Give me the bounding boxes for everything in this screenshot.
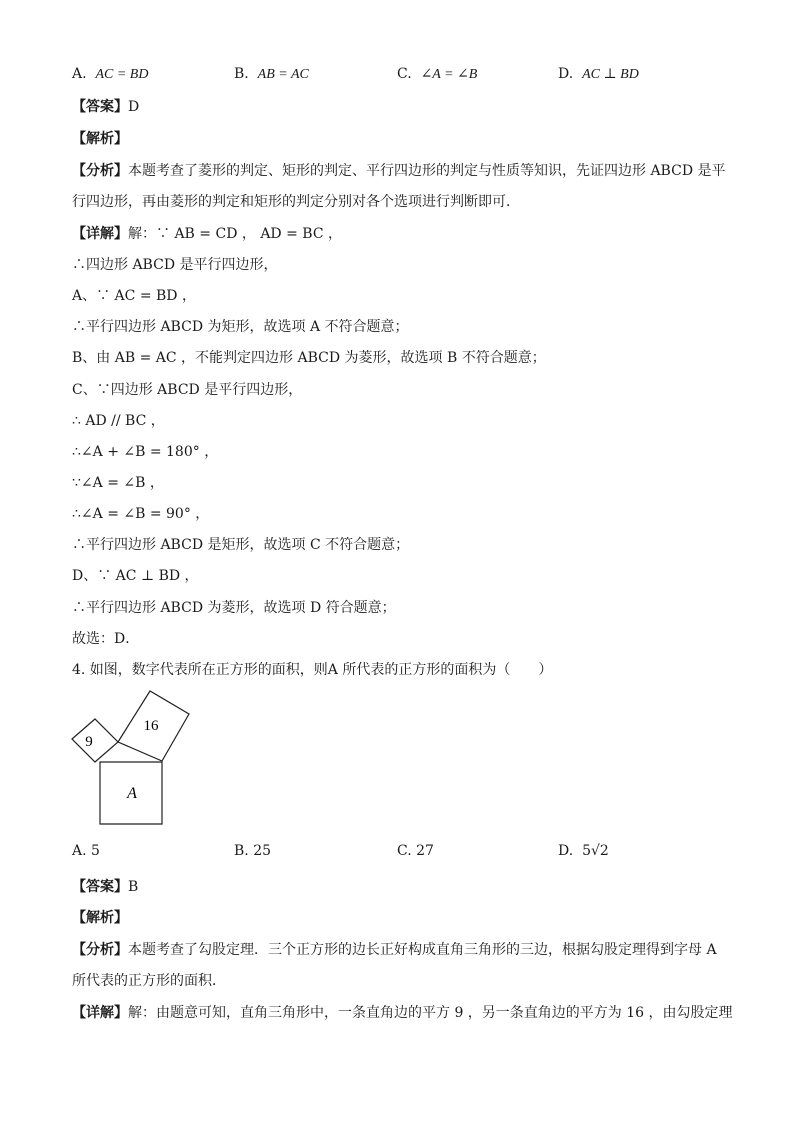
q4-option-d: D. 5√2	[558, 843, 609, 859]
q3-option-d: D. AC ⊥ BD	[558, 66, 639, 82]
q3-step: ∴∠A = ∠B = 90° ，	[72, 506, 210, 522]
q3-step: ∴平行四边形 ABCD 为菱形，故选项 D 符合题意；	[72, 600, 396, 616]
label-a: A	[127, 785, 137, 802]
q3-fenxi-line-1: 【分析】本题考查了菱形的判定、矩形的判定、平行四边形的判定与性质等知识，先证四边形 ABCD 是平	[72, 163, 726, 179]
q4-fenxi-line-2: 所代表的正方形的面积．	[72, 973, 226, 989]
q3-answer: 【答案】D	[72, 99, 140, 115]
q4-stem: 4. 如图，数字代表所在正方形的面积，则A 所代表的正方形的面积为（ ）	[72, 662, 553, 678]
q3-step: ∴∠A + ∠B = 180° ，	[72, 444, 219, 460]
q3-step: B、由 AB = AC ，不能判定四边形 ABCD 为菱形，故选项 B 不符合题意；	[72, 350, 546, 366]
q3-option-a: A. AC = BD	[72, 66, 149, 82]
square-9	[72, 719, 118, 762]
label-9: 9	[85, 734, 93, 750]
q3-step: ∴四边形 ABCD 是平行四边形，	[72, 257, 278, 273]
q4-option-a: A. 5	[72, 843, 100, 859]
label-16: 16	[143, 718, 159, 734]
q3-detail-line-1: 【详解】解：∵ AB = CD ， AD = BC ，	[72, 226, 342, 242]
q4-answer: 【答案】B	[72, 879, 139, 895]
q4-detail-line-1: 【详解】解：由题意可知，直角三角形中，一条直角边的平方 9 ，另一条直角边的平方为 16 ，由勾股定理	[72, 1005, 733, 1021]
q3-step: ∴ AD // BC ，	[72, 413, 165, 429]
q3-step: A、∵ AC = BD ，	[72, 288, 196, 304]
q3-step: ∴平行四边形 ABCD 是矩形，故选项 C 不符合题意；	[72, 537, 410, 553]
q3-step: 故选：D．	[72, 631, 140, 647]
q3-step: D、∵ AC ⊥ BD ，	[72, 568, 199, 584]
q3-option-b: B. AB = AC	[234, 66, 309, 82]
q3-fenxi-line-2: 行四边形，再由菱形的判定和矩形的判定分别对各个选项进行判断即可．	[72, 194, 520, 210]
q3-option-c: C. ∠A = ∠B	[397, 66, 478, 82]
q3-step: C、∵四边形 ABCD 是平行四边形，	[72, 382, 303, 398]
q4-analysis-heading: 【解析】	[72, 910, 128, 926]
q3-analysis-heading: 【解析】	[72, 131, 128, 147]
q4-figure-squares	[66, 684, 196, 829]
q4-option-b: B. 25	[234, 843, 272, 859]
q3-step: ∵∠A = ∠B ，	[72, 475, 164, 491]
q3-step: ∴平行四边形 ABCD 为矩形，故选项 A 不符合题意；	[72, 319, 409, 335]
q4-fenxi-line-1: 【分析】本题考查了勾股定理．三个正方形的边长正好构成直角三角形的三边，根据勾股定理得到字母 A	[72, 942, 717, 958]
q4-option-c: C. 27	[397, 843, 434, 859]
